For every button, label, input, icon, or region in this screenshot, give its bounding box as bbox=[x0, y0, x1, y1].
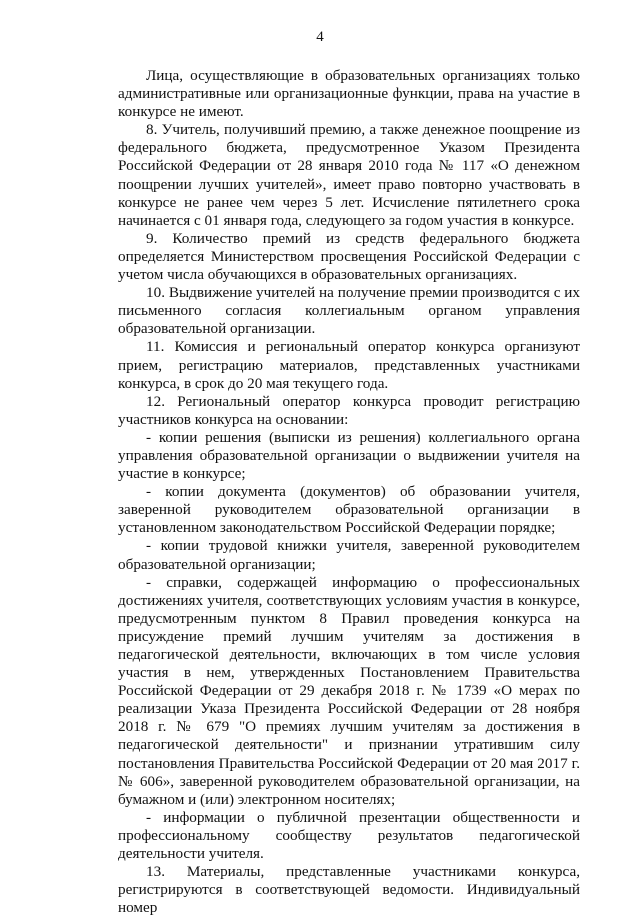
paragraph-11: 11. Комиссия и региональный оператор конкурса организуют прием, регистрацию материалов, представленных участниками конкурса, в срок до 20 мая текущего года. bbox=[118, 338, 580, 392]
list-item-work-record: - копии трудовой книжки учителя, заверенной руководителем образовательной организации; bbox=[118, 537, 580, 573]
page-number: 4 bbox=[316, 29, 324, 45]
paragraph-9: 9. Количество премий из средств федерального бюджета определяется Министерством просвещения Российской Федерации с учетом числа обучающихся в образовательных организациях. bbox=[118, 229, 580, 284]
paragraph-8: 8. Учитель, получивший премию, а также денежное поощрение из федерального бюджета, предусмотренное Указом Президента Российской Федерации от 28 января 2010 года № 117 «О денежном поощрении лучших учителей», имеет право повторно участвовать в конкурсе не ранее чем через 5 лет. Исчисление пятилетнего срока начинается с 01 января года, следующего за годом участия в конкурсе. bbox=[118, 121, 580, 229]
paragraph-13: 13. Материалы, представленные участниками конкурса, регистрируются в соответствующей ведомости. Индивидуальный номер bbox=[118, 863, 580, 917]
list-item-achievements-certificate: - справки, содержащей информацию о профессиональных достижениях учителя, соответствующих условиям участия в конкурсе, предусмотренным пунктом 8 Правил проведения конкурса на присуждение премий лучшим учителям за достижения в педагогической деятельности, включающих в том числе условия участия в нем, утвержденных Постановлением Правительства Российской Федерации от 29 декабря 2018 г. № 1739 «О мерах по реализации Указа Президента Российской Федерации от 28 ноября 2018 г. № 679 "О премиях лучшим учителям за достижения в педагогической деятельности" и признании утратившим силу постановления Правительства Российской Федерации от 20 мая 2017 г. № 606», заверенной руководителем образовательной организации, на бумажном и (или) электронном носителях; bbox=[118, 573, 580, 808]
document-body bbox=[118, 67, 580, 917]
paragraph-intro: Лица, осуществляющие в образовательных организациях только административные или организационные функции, права на участие в конкурсе не имеют. bbox=[118, 67, 580, 121]
paragraph-12: 12. Региональный оператор конкурса проводит регистрацию участников конкурса на основании: bbox=[118, 392, 580, 428]
list-item-decision-copy: - копии решения (выписки из решения) коллегиального органа управления образовательной организации о выдвижении учителя на участие в конкурсе; bbox=[118, 428, 580, 483]
paragraph-10: 10. Выдвижение учителей на получение премии производится с их письменного согласия коллегиальным органом управления образовательной организации. bbox=[118, 284, 580, 338]
list-item-public-presentation: - информации о публичной презентации общественности и профессиональному сообществу результатов педагогической деятельности учителя. bbox=[118, 808, 580, 863]
list-item-education-document: - копии документа (документов) об образовании учителя, заверенной руководителем образовательной организации в установленном законодательством Российской Федерации порядке; bbox=[118, 483, 580, 537]
